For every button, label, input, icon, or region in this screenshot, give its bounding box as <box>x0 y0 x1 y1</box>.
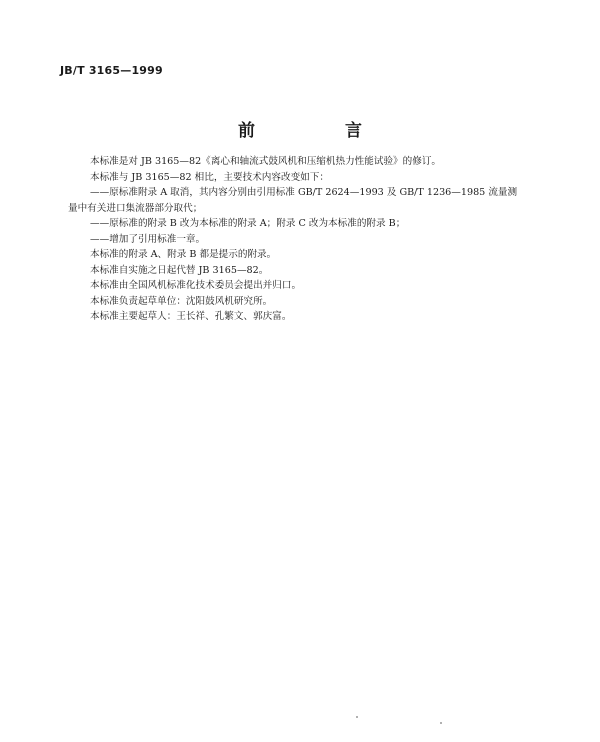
paragraph-change-appendix-a-cont: 量中有关进口集流器部分取代； <box>68 202 203 214</box>
paragraph-change-appendix-a: ——原标准附录 A 取消，其内容分别由引用标准 GB/T 2624—1993 及 GB/T 1236—1985 流量测 <box>90 187 518 198</box>
standard-number: JB/T 3165—1999 <box>60 64 163 77</box>
preface-body <box>68 154 536 325</box>
paragraph-change-references: ——增加了引用标准一章。 <box>90 233 206 245</box>
page-title: 前 言 <box>238 121 404 141</box>
paragraph-appendix-note: 本标准的附录 A、附录 B 都是提示的附录。 <box>90 249 277 260</box>
paragraph-drafters: 本标准主要起草人：王长祥、孔繁文、郭庆富。 <box>90 311 292 322</box>
paragraph-revision: 本标准是对 JB 3165—82《离心和轴流式鼓风机和压缩机热力性能试验》的修订。 <box>90 156 442 167</box>
scan-speck <box>440 722 442 724</box>
paragraph-changes-intro: 本标准与 JB 3165—82 相比，主要技术内容改变如下： <box>90 171 329 183</box>
paragraph-replacement: 本标准自实施之日起代替 JB 3165—82。 <box>90 264 269 276</box>
scan-speck <box>356 716 358 718</box>
paragraph-drafting-unit: 本标准负责起草单位：沈阳鼓风机研究所。 <box>90 295 273 307</box>
paragraph-change-appendix-bc: ——原标准的附录 B 改为本标准的附录 A；附录 C 改为本标准的附录 B； <box>90 218 406 229</box>
paragraph-proposer: 本标准由全国风机标准化技术委员会提出并归口。 <box>90 280 302 291</box>
